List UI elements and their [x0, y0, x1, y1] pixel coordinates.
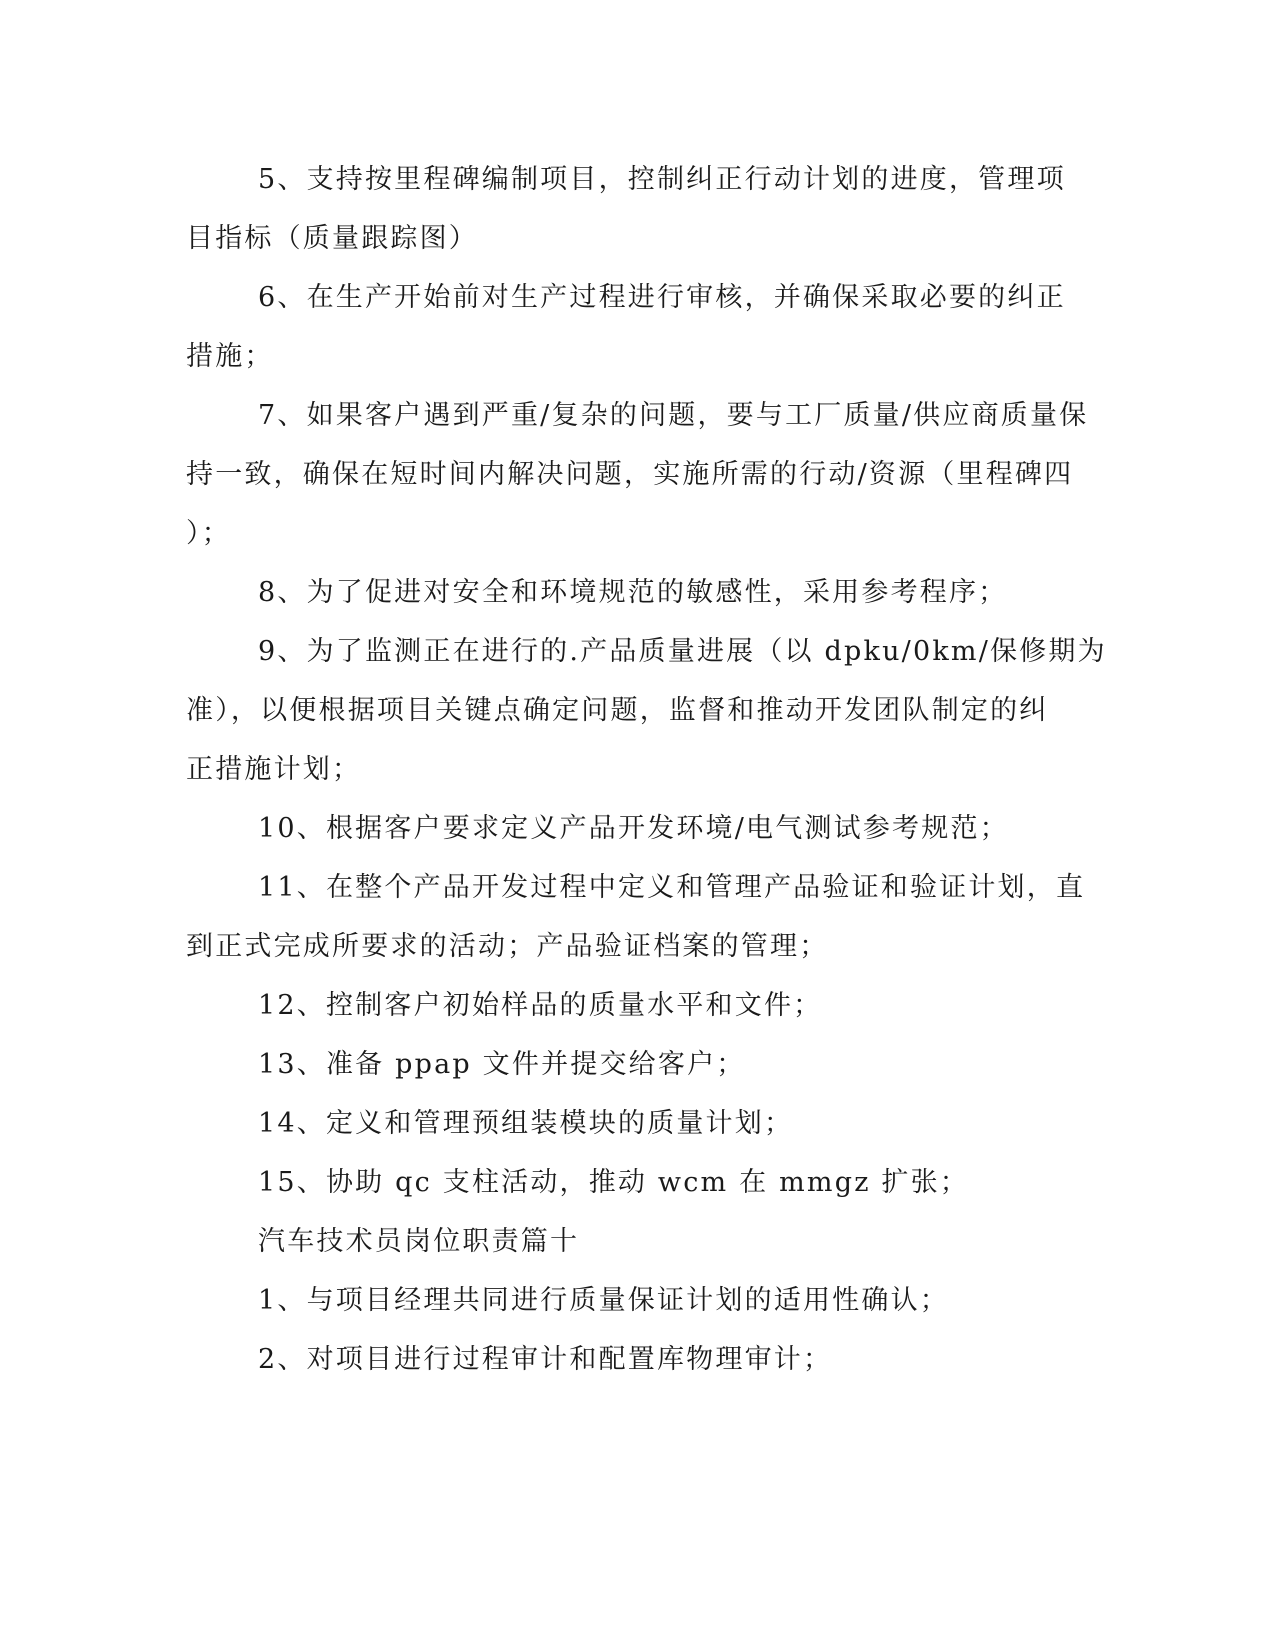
item-6-line-2: 措施；: [186, 341, 274, 372]
item-10-line-1: 10、根据客户要求定义产品开发环境/电气测试参考规范；: [258, 813, 1009, 844]
item-14-line-1: 14、定义和管理预组装模块的质量计划；: [258, 1108, 794, 1139]
item-13-line-1: 13、准备 ppap 文件并提交给客户；: [258, 1049, 746, 1080]
item-11-line-1: 11、在整个产品开发过程中定义和管理产品验证和验证计划，直: [258, 872, 1086, 903]
section-item-1: 1、与项目经理共同进行质量保证计划的适用性确认；: [258, 1285, 949, 1316]
item-7-line-3: ）；: [186, 518, 231, 549]
item-5-line-2: 目指标（质量跟踪图）: [186, 223, 478, 254]
section-heading: 汽车技术员岗位职责篇十: [258, 1226, 580, 1257]
item-15-line-1: 15、协助 qc 支柱活动，推动 wcm 在 mmgz 扩张；: [258, 1167, 970, 1198]
item-6-line-1: 6、在生产开始前对生产过程进行审核，并确保采取必要的纠正: [258, 282, 1066, 313]
section-item-2: 2、对项目进行过程审计和配置库物理审计；: [258, 1344, 833, 1375]
item-9-line-1: 9、为了监测正在进行的.产品质量进展（以 dpku/0km/保修期为: [258, 636, 1107, 667]
item-8-line-1: 8、为了促进对安全和环境规范的敏感性，采用参考程序；: [258, 577, 1008, 608]
item-7-line-1: 7、如果客户遇到严重/复杂的问题，要与工厂质量/供应商质量保: [258, 400, 1089, 431]
item-7-line-2: 持一致，确保在短时间内解决问题，实施所需的行动/资源（里程碑四: [186, 459, 1074, 490]
item-11-line-2: 到正式完成所要求的活动；产品验证档案的管理；: [186, 931, 829, 962]
item-5-line-1: 5、支持按里程碑编制项目，控制纠正行动计划的进度，管理项: [258, 164, 1066, 195]
item-12-line-1: 12、控制客户初始样品的质量水平和文件；: [258, 990, 823, 1021]
item-9-line-3: 正措施计划；: [186, 754, 362, 785]
item-9-line-2: 准），以便根据项目关键点确定问题，监督和推动开发团队制定的纠: [186, 695, 1049, 726]
